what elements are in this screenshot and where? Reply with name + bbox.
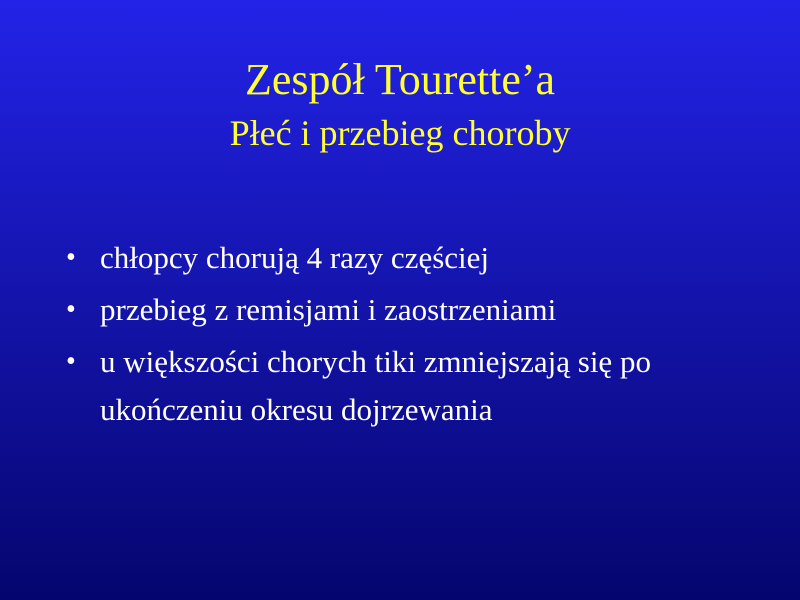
- bullet-item: [66, 286, 766, 334]
- title-subtitle: Płeć i przebieg choroby: [229, 113, 571, 153]
- slide-title: [0, 52, 800, 158]
- bullet-list: [66, 234, 766, 438]
- bullet-icon: •: [66, 346, 76, 377]
- bullet-text: u większości chorych tiki zmniejszają się po ukończeniu okresu dojrzewania: [100, 344, 651, 427]
- title-main: Zespół Tourette’a: [244, 55, 556, 104]
- bullet-icon: •: [66, 242, 76, 273]
- bullet-text: chłopcy chorują 4 razy częściej: [100, 240, 490, 275]
- bullet-item: [66, 234, 766, 282]
- bullet-icon: •: [66, 294, 76, 325]
- bullet-text: przebieg z remisjami i zaostrzeniami: [100, 292, 557, 327]
- bullet-item: [66, 338, 766, 434]
